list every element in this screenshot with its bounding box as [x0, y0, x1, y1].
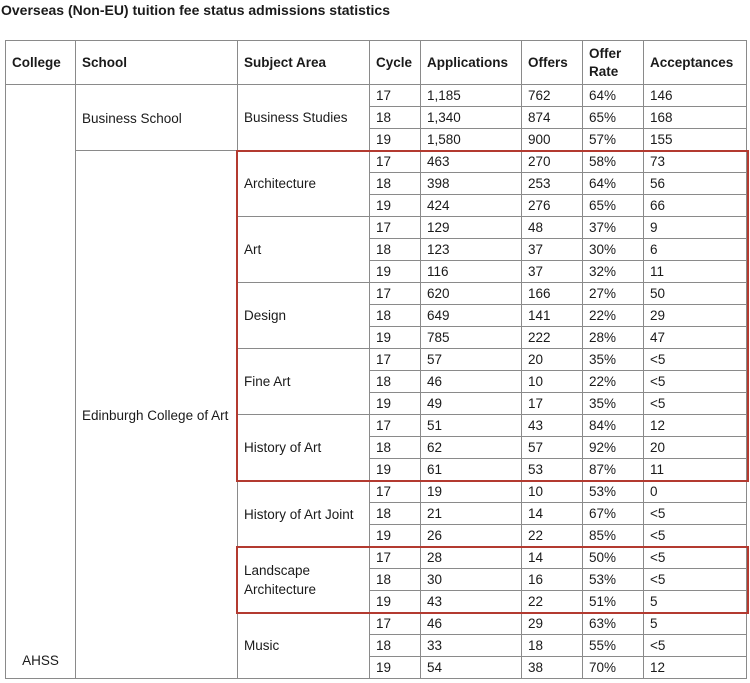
offer-rate-cell: 53%	[583, 569, 644, 591]
subject-cell: History of Art Joint	[238, 481, 370, 547]
acceptances-cell: 50	[644, 283, 747, 305]
subject-cell: Landscape Architecture	[238, 547, 370, 613]
offers-cell: 14	[522, 547, 583, 569]
offer-rate-cell: 67%	[583, 503, 644, 525]
acceptances-cell: 66	[644, 195, 747, 217]
applications-cell: 54	[421, 657, 522, 679]
cycle-cell: 19	[370, 591, 421, 613]
cycle-cell: 17	[370, 217, 421, 239]
offer-rate-cell: 64%	[583, 173, 644, 195]
offer-rate-cell: 92%	[583, 437, 644, 459]
cycle-cell: 19	[370, 327, 421, 349]
offer-rate-cell: 53%	[583, 481, 644, 503]
acceptances-cell: 146	[644, 85, 747, 107]
cycle-cell: 18	[370, 569, 421, 591]
cycle-cell: 19	[370, 525, 421, 547]
offers-cell: 20	[522, 349, 583, 371]
column-header: Offers	[522, 41, 583, 85]
cycle-cell: 17	[370, 349, 421, 371]
acceptances-cell: <5	[644, 525, 747, 547]
cycle-cell: 17	[370, 283, 421, 305]
offer-rate-cell: 58%	[583, 151, 644, 173]
offers-cell: 57	[522, 437, 583, 459]
cycle-cell: 17	[370, 547, 421, 569]
offers-cell: 22	[522, 591, 583, 613]
acceptances-cell: <5	[644, 371, 747, 393]
acceptances-cell: 56	[644, 173, 747, 195]
offer-rate-cell: 65%	[583, 107, 644, 129]
offer-rate-cell: 63%	[583, 613, 644, 635]
cycle-cell: 19	[370, 195, 421, 217]
cycle-cell: 18	[370, 107, 421, 129]
acceptances-cell: <5	[644, 635, 747, 657]
acceptances-cell: 47	[644, 327, 747, 349]
cycle-cell: 17	[370, 415, 421, 437]
acceptances-cell: <5	[644, 393, 747, 415]
offer-rate-cell: 35%	[583, 349, 644, 371]
offers-cell: 43	[522, 415, 583, 437]
offers-cell: 53	[522, 459, 583, 481]
acceptances-cell: 11	[644, 459, 747, 481]
applications-cell: 62	[421, 437, 522, 459]
acceptances-cell: 73	[644, 151, 747, 173]
table-row	[6, 151, 747, 173]
offers-cell: 14	[522, 503, 583, 525]
offers-cell: 18	[522, 635, 583, 657]
table-row	[6, 85, 747, 107]
cycle-cell: 18	[370, 503, 421, 525]
cycle-cell: 18	[370, 239, 421, 261]
cycle-cell: 19	[370, 459, 421, 481]
offers-cell: 37	[522, 261, 583, 283]
acceptances-cell: 6	[644, 239, 747, 261]
column-header: Offer Rate	[583, 41, 644, 85]
offers-cell: 874	[522, 107, 583, 129]
offer-rate-cell: 35%	[583, 393, 644, 415]
applications-cell: 785	[421, 327, 522, 349]
offer-rate-cell: 28%	[583, 327, 644, 349]
column-header: Applications	[421, 41, 522, 85]
applications-cell: 19	[421, 481, 522, 503]
acceptances-cell: <5	[644, 503, 747, 525]
subject-cell: Design	[238, 283, 370, 349]
subject-cell: History of Art	[238, 415, 370, 481]
offer-rate-cell: 37%	[583, 217, 644, 239]
offers-cell: 38	[522, 657, 583, 679]
cycle-cell: 18	[370, 173, 421, 195]
column-header: Cycle	[370, 41, 421, 85]
column-header: Acceptances	[644, 41, 747, 85]
applications-cell: 398	[421, 173, 522, 195]
cycle-cell: 18	[370, 635, 421, 657]
cycle-cell: 18	[370, 305, 421, 327]
applications-cell: 1,185	[421, 85, 522, 107]
applications-cell: 424	[421, 195, 522, 217]
applications-cell: 30	[421, 569, 522, 591]
acceptances-cell: 29	[644, 305, 747, 327]
applications-cell: 26	[421, 525, 522, 547]
acceptances-cell: 12	[644, 415, 747, 437]
applications-cell: 620	[421, 283, 522, 305]
offer-rate-cell: 30%	[583, 239, 644, 261]
school-cell: Business School	[76, 85, 238, 151]
admissions-table	[5, 40, 747, 679]
offers-cell: 762	[522, 85, 583, 107]
offers-cell: 10	[522, 371, 583, 393]
acceptances-cell: <5	[644, 547, 747, 569]
offer-rate-cell: 27%	[583, 283, 644, 305]
offers-cell: 253	[522, 173, 583, 195]
acceptances-cell: <5	[644, 569, 747, 591]
applications-cell: 28	[421, 547, 522, 569]
column-header: College	[6, 41, 76, 85]
offer-rate-cell: 51%	[583, 591, 644, 613]
table-body	[6, 85, 747, 679]
applications-cell: 43	[421, 591, 522, 613]
applications-cell: 33	[421, 635, 522, 657]
applications-cell: 649	[421, 305, 522, 327]
offers-cell: 900	[522, 129, 583, 151]
applications-cell: 21	[421, 503, 522, 525]
offer-rate-cell: 85%	[583, 525, 644, 547]
column-header: School	[76, 41, 238, 85]
offer-rate-cell: 57%	[583, 129, 644, 151]
offer-rate-cell: 50%	[583, 547, 644, 569]
subject-cell: Music	[238, 613, 370, 679]
subject-cell: Art	[238, 217, 370, 283]
offer-rate-cell: 87%	[583, 459, 644, 481]
cycle-cell: 19	[370, 129, 421, 151]
cycle-cell: 17	[370, 481, 421, 503]
offer-rate-cell: 65%	[583, 195, 644, 217]
page-title: Overseas (Non-EU) tuition fee status admissions statistics	[1, 2, 390, 18]
offers-cell: 10	[522, 481, 583, 503]
cycle-cell: 19	[370, 657, 421, 679]
applications-cell: 129	[421, 217, 522, 239]
applications-cell: 57	[421, 349, 522, 371]
offer-rate-cell: 22%	[583, 305, 644, 327]
applications-cell: 49	[421, 393, 522, 415]
acceptances-cell: 0	[644, 481, 747, 503]
applications-cell: 116	[421, 261, 522, 283]
offers-cell: 141	[522, 305, 583, 327]
offers-cell: 16	[522, 569, 583, 591]
acceptances-cell: <5	[644, 349, 747, 371]
offer-rate-cell: 70%	[583, 657, 644, 679]
cycle-cell: 17	[370, 151, 421, 173]
acceptances-cell: 155	[644, 129, 747, 151]
school-cell: Edinburgh College of Art	[76, 151, 238, 679]
offer-rate-cell: 84%	[583, 415, 644, 437]
subject-cell: Architecture	[238, 151, 370, 217]
offer-rate-cell: 55%	[583, 635, 644, 657]
applications-cell: 123	[421, 239, 522, 261]
subject-cell: Fine Art	[238, 349, 370, 415]
cycle-cell: 17	[370, 613, 421, 635]
offer-rate-cell: 22%	[583, 371, 644, 393]
offers-cell: 29	[522, 613, 583, 635]
cycle-cell: 18	[370, 437, 421, 459]
offers-cell: 166	[522, 283, 583, 305]
acceptances-cell: 5	[644, 613, 747, 635]
subject-cell: Business Studies	[238, 85, 370, 151]
applications-cell: 463	[421, 151, 522, 173]
applications-cell: 46	[421, 613, 522, 635]
college-cell: AHSS	[6, 85, 76, 679]
applications-cell: 51	[421, 415, 522, 437]
acceptances-cell: 20	[644, 437, 747, 459]
applications-cell: 61	[421, 459, 522, 481]
applications-cell: 46	[421, 371, 522, 393]
offers-cell: 37	[522, 239, 583, 261]
offers-cell: 270	[522, 151, 583, 173]
acceptances-cell: 11	[644, 261, 747, 283]
cycle-cell: 18	[370, 371, 421, 393]
offer-rate-cell: 32%	[583, 261, 644, 283]
offers-cell: 222	[522, 327, 583, 349]
cycle-cell: 17	[370, 85, 421, 107]
cycle-cell: 19	[370, 393, 421, 415]
acceptances-cell: 12	[644, 657, 747, 679]
applications-cell: 1,340	[421, 107, 522, 129]
cycle-cell: 19	[370, 261, 421, 283]
acceptances-cell: 9	[644, 217, 747, 239]
offer-rate-cell: 64%	[583, 85, 644, 107]
acceptances-cell: 5	[644, 591, 747, 613]
acceptances-cell: 168	[644, 107, 747, 129]
offers-cell: 276	[522, 195, 583, 217]
offers-cell: 48	[522, 217, 583, 239]
applications-cell: 1,580	[421, 129, 522, 151]
offers-cell: 17	[522, 393, 583, 415]
header-row	[6, 41, 747, 85]
column-header: Subject Area	[238, 41, 370, 85]
offers-cell: 22	[522, 525, 583, 547]
